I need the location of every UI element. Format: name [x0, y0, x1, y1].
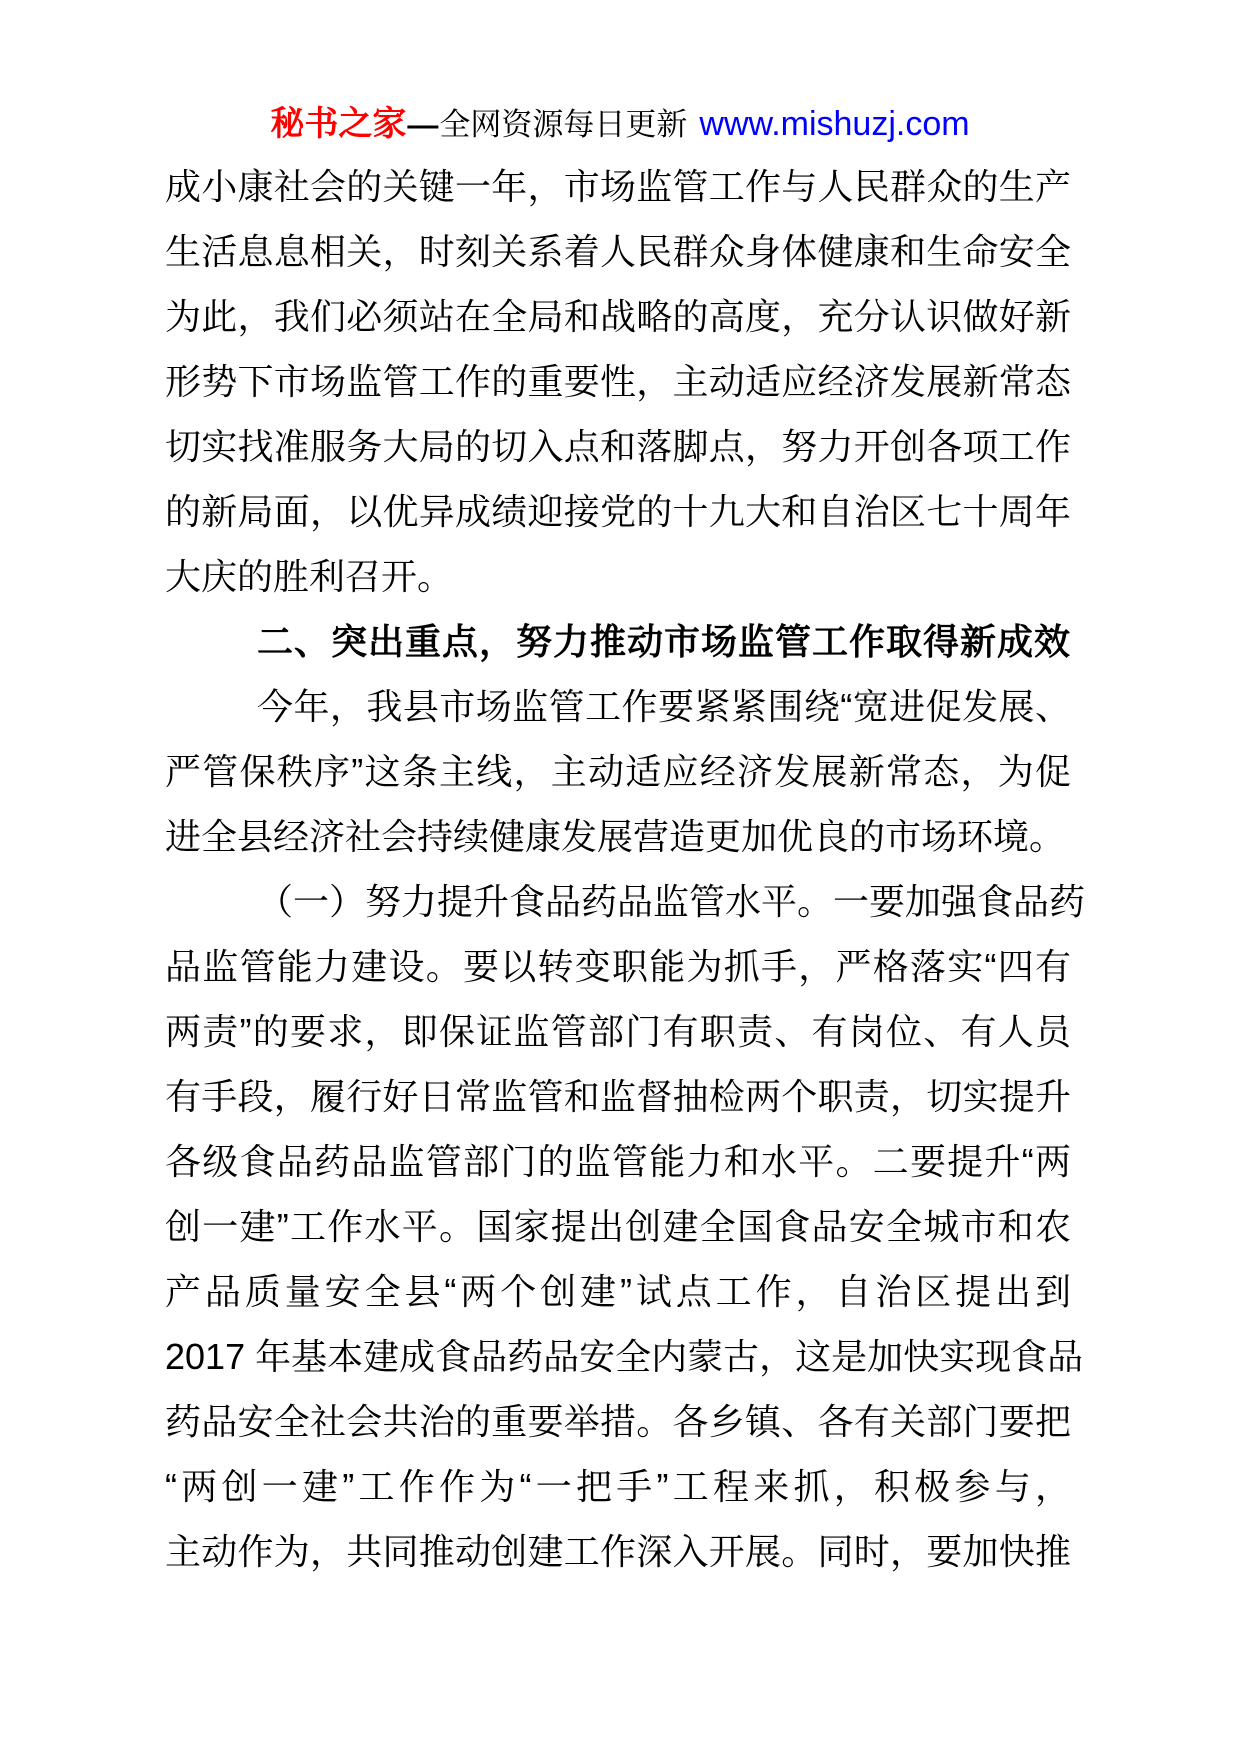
section-heading-line: 二、突出重点，努力推动市场监管工作取得新成效 [257, 621, 1072, 662]
body-text-line: “两创一建”工作作为“一把手”工程来抓，积极参与， [165, 1466, 1071, 1507]
document-body [165, 154, 1086, 1584]
body-text-line: 严管保秩序”这条主线，主动适应经济发展新常态，为促 [165, 751, 1071, 792]
body-text-line: （一）努力提升食品药品监管水平。一要加强食品药 [257, 881, 1086, 922]
header-tagline: 全网资源每日更新 [439, 107, 688, 142]
body-text-line: 的新局面，以优异成绩迎接党的十九大和自治区七十周年 [165, 491, 1071, 532]
body-text-line: 有手段，履行好日常监管和监督抽检两个职责，切实提升 [165, 1076, 1071, 1117]
body-text-line: 大庆的胜利召开。 [165, 556, 454, 597]
body-text-line: 药品安全社会共治的重要举措。各乡镇、各有关部门要把 [165, 1401, 1071, 1442]
body-text-line: 为此，我们必须站在全局和战略的高度，充分认识做好新 [165, 296, 1071, 337]
header-separator-dash: — [407, 107, 439, 142]
body-text-line: 生活息息相关，时刻关系着人民群众身体健康和生命安全 [165, 231, 1071, 272]
body-text-line: 产品质量安全县“两个创建”试点工作，自治区提出到 [165, 1271, 1071, 1312]
body-text-line: 创一建”工作水平。国家提出创建全国食品安全城市和农 [165, 1206, 1071, 1247]
site-name: 秘书之家 [270, 105, 407, 143]
body-text-line: 进全县经济社会持续健康发展营造更加优良的市场环境。 [165, 816, 1066, 857]
body-text-line: 各级食品药品监管部门的监管能力和水平。二要提升“两 [165, 1141, 1071, 1182]
body-text-line: 主动作为，共同推动创建工作深入开展。同时，要加快推 [165, 1531, 1071, 1572]
body-text-line: 两责”的要求，即保证监管部门有职责、有岗位、有人员 [165, 1011, 1071, 1052]
body-text-line: 今年，我县市场监管工作要紧紧围绕“宽进促发展、 [257, 686, 1071, 727]
site-url: www.mishuzj.com [699, 105, 970, 143]
body-text-line: 品监管能力建设。要以转变职能为抓手，严格落实“四有 [165, 946, 1071, 987]
body-text-line: 成小康社会的关键一年，市场监管工作与人民群众的生产 [165, 166, 1071, 207]
body-text-line: 2017 年基本建成食品药品安全内蒙古，这是加快实现食品 [165, 1336, 1084, 1377]
body-text-line: 形势下市场监管工作的重要性，主动适应经济发展新常态 [165, 361, 1071, 402]
page-header [0, 96, 1240, 145]
body-text-line: 切实找准服务大局的切入点和落脚点，努力开创各项工作 [165, 426, 1071, 467]
